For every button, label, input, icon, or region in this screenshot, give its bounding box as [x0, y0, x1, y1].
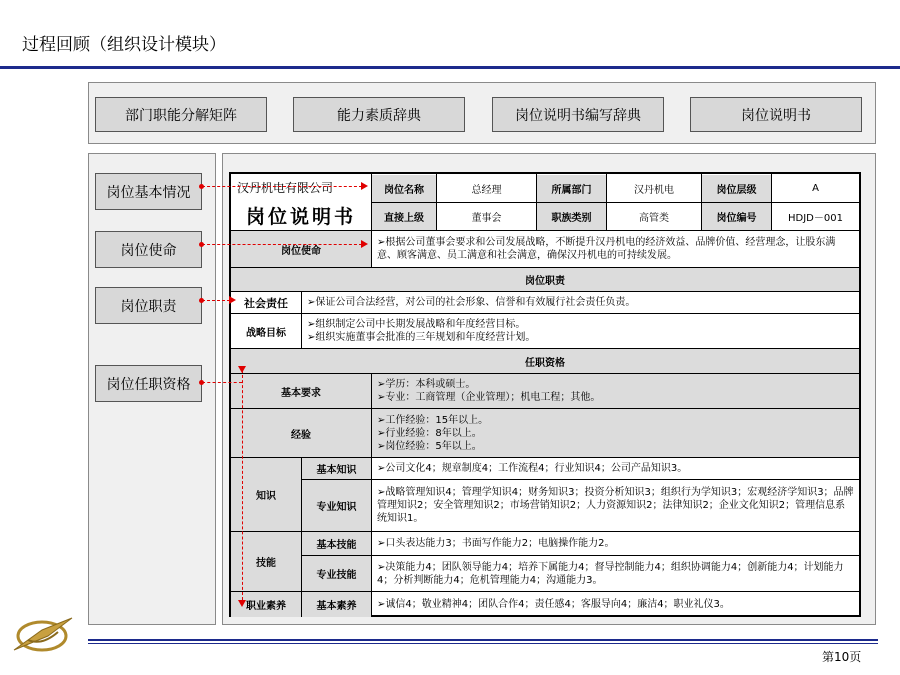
duty-strategy-line: ➢组织制定公司中长期发展战略和年度经营目标。	[307, 319, 526, 330]
job-description-document	[229, 172, 861, 617]
job-description-button[interactable]: 岗位说明书	[690, 97, 862, 132]
knowledge-label: 知识	[231, 458, 301, 531]
duty-social-text: ➢保证公司合法经营，对公司的社会形象、信誉和有效履行社会责任负责。	[307, 297, 636, 308]
arrow-icon	[238, 600, 246, 607]
literacy-label: 职业素养	[231, 592, 301, 617]
job-code-label: 岗位编号	[702, 203, 771, 230]
job-qualifications-button[interactable]: 岗位任职资格	[95, 365, 202, 402]
connector-qualifications	[202, 382, 242, 383]
footer-rule	[88, 639, 878, 641]
company-name: 汉丹机电有限公司	[237, 180, 334, 195]
dept-function-matrix-button[interactable]: 部门职能分解矩阵	[95, 97, 267, 132]
arrow-icon	[361, 182, 368, 190]
experience-text	[372, 409, 859, 457]
mission-label: 岗位使命	[231, 231, 371, 267]
job-code-value: HDJD－001	[788, 213, 843, 224]
job-level-value: A	[812, 183, 819, 194]
department-value: 汉丹机电	[634, 185, 674, 196]
experience-label: 经验	[231, 409, 371, 457]
connector-duties	[202, 300, 230, 301]
mission-text: ➢根据公司董事会要求和公司发展战略，不断提升汉丹机电的经济效益、品牌价值、经营理念，让股东满意、顾客满意、员工满意和社会满意，确保汉丹机电的可持续发展。	[377, 237, 836, 261]
job-duties-button[interactable]: 岗位职责	[95, 287, 202, 324]
job-mission-button[interactable]: 岗位使命	[95, 231, 202, 268]
basic-literacy-label: 基本素养	[302, 592, 371, 617]
jd-writing-dictionary-button[interactable]: 岗位说明书编写辞典	[492, 97, 664, 132]
basic-req-line: ➢学历：本科或硕士。	[377, 379, 476, 390]
connector-qualifications-vertical	[242, 370, 243, 600]
job-name-value: 总经理	[471, 185, 502, 196]
connector-mission	[202, 244, 362, 245]
duty-strategy-label: 战略目标	[246, 327, 286, 339]
arrow-icon	[361, 240, 368, 248]
pro-knowledge-text: ➢战略管理知识4；管理学知识4；财务知识3；投资分析知识3；组织行为学知识3；宏观经济学知识3；品牌管理知识2；安全管理知识2；市场营销知识2；人力资源知识2；法律知识2；企业文化知识2；管理信息系统知识1。	[377, 487, 854, 524]
job-family-value: 高管类	[639, 213, 669, 224]
pro-skill-text: ➢决策能力4；团队领导能力4；培养下属能力4；督导控制能力4；组织协调能力4；创新能力4；计划能力4；分析判断能力4；危机管理能力4；沟通能力3。	[377, 561, 844, 586]
job-level-label: 岗位层级	[702, 175, 771, 202]
basic-req-line: ➢专业：工商管理（企业管理）；机电工程；其他。	[377, 392, 601, 403]
basic-knowledge-label: 基本知识	[302, 458, 371, 479]
footer-rule	[88, 643, 878, 644]
duties-header: 岗位职责	[231, 268, 859, 291]
header-rule	[0, 66, 900, 69]
basic-literacy-text: ➢诚信4；敬业精神4；团队合作4；责任感4；客服导向4；廉洁4；职业礼仪3。	[377, 599, 730, 610]
arrow-icon	[229, 296, 236, 304]
pro-knowledge-label: 专业知识	[302, 480, 371, 531]
job-family-label: 职族类别	[537, 203, 606, 230]
experience-line: ➢岗位经验：5年以上。	[377, 440, 482, 452]
page-number: 第10页	[822, 650, 862, 664]
pro-skill-label: 专业技能	[302, 556, 371, 591]
basic-knowledge-text: ➢公司文化4；规章制度4；工作流程4；行业知识4；公司产品知识3。	[377, 463, 688, 474]
basic-skill-text: ➢口头表达能力3；书面写作能力2；电脑操作能力2。	[377, 538, 615, 549]
experience-line: ➢行业经验：8年以上。	[377, 427, 482, 439]
basic-req-label: 基本要求	[231, 374, 371, 408]
connector-basic-info	[202, 186, 362, 187]
duty-strategy-line: ➢组织实施董事会批准的三年规划和年度经营计划。	[307, 332, 536, 343]
job-basic-info-button[interactable]: 岗位基本情况	[95, 173, 202, 210]
superior-label: 直接上级	[372, 203, 436, 230]
arrow-icon	[238, 366, 246, 373]
document-title: 岗位说明书	[245, 205, 356, 228]
superior-value: 董事会	[471, 213, 502, 224]
company-logo-icon	[8, 610, 78, 662]
basic-req-text	[372, 374, 859, 408]
experience-line: ➢工作经验：15年以上。	[377, 414, 489, 426]
duty-strategy-text	[302, 314, 859, 348]
skill-label: 技能	[231, 532, 301, 591]
page-title: 过程回顾（组织设计模块）	[22, 35, 226, 55]
department-label: 所属部门	[537, 175, 606, 202]
competency-dictionary-button[interactable]: 能力素质辞典	[293, 97, 465, 132]
basic-skill-label: 基本技能	[302, 532, 371, 555]
duty-social-label: 社会责任	[244, 296, 288, 310]
job-name-label: 岗位名称	[372, 175, 436, 202]
qualifications-header: 任职资格	[231, 349, 859, 373]
